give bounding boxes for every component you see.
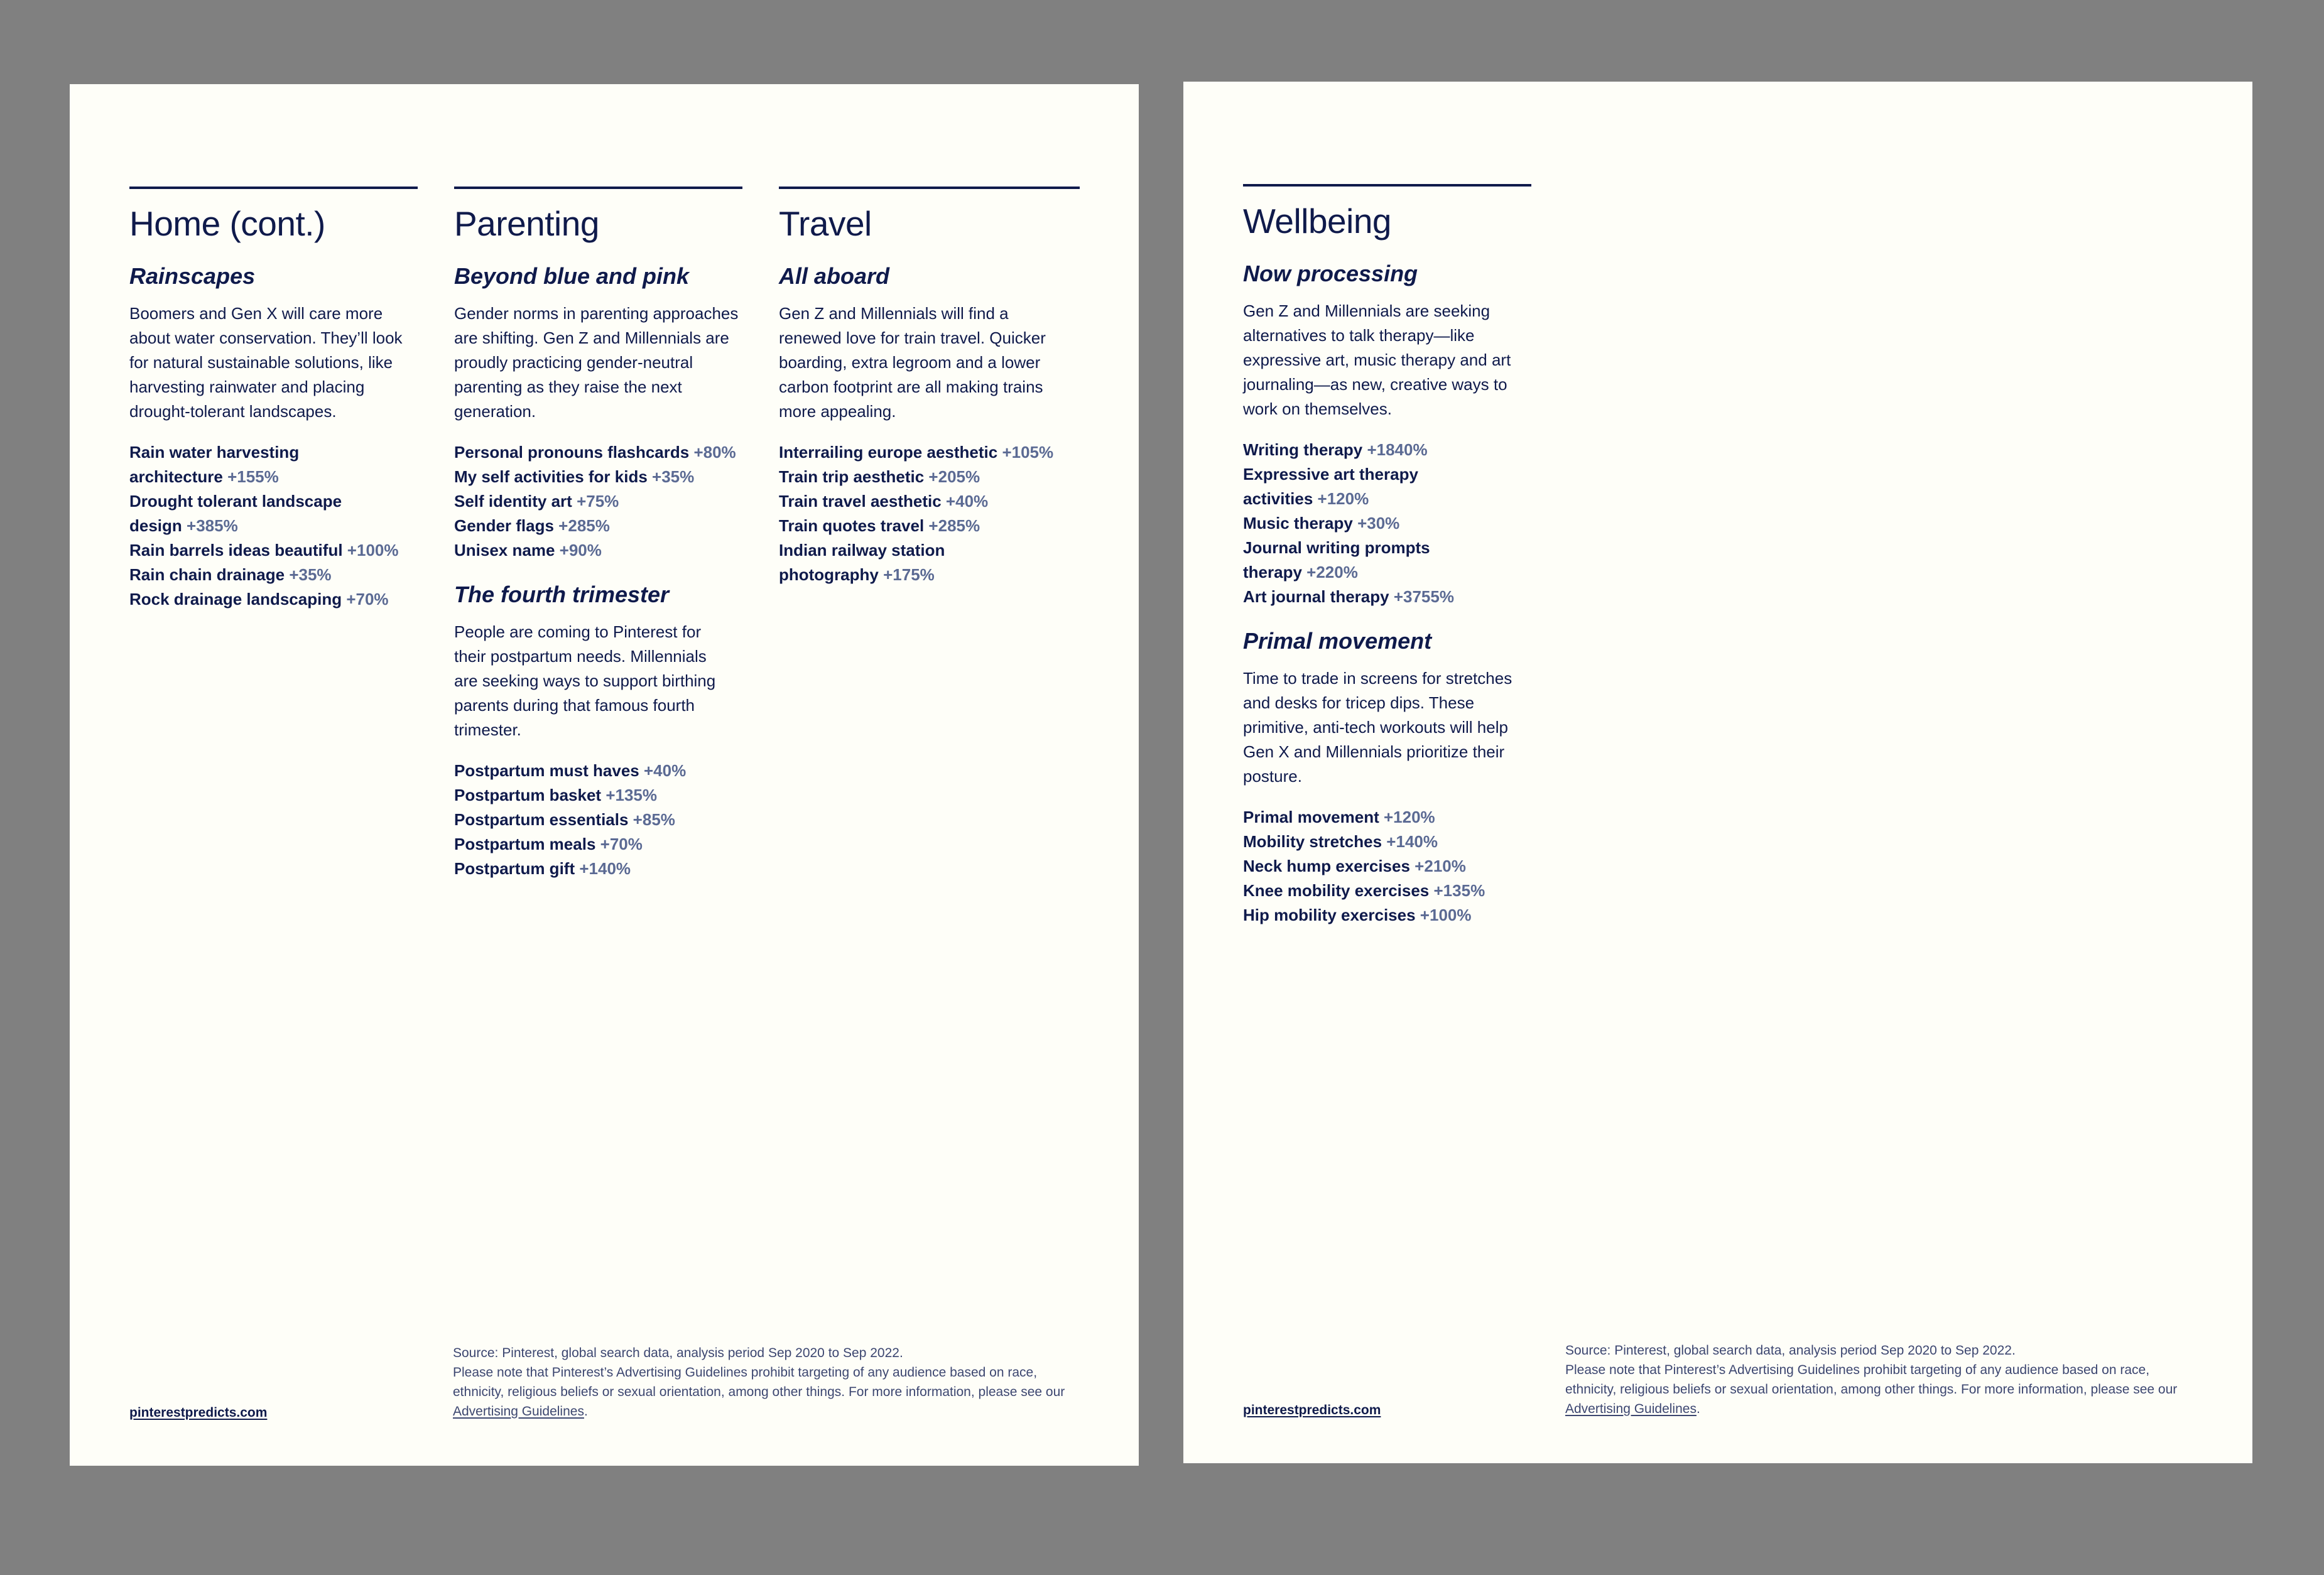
section-heading: Travel [779,204,872,243]
search-term [129,489,393,538]
search-term-growth: +205% [928,467,980,486]
trend-description: Boomers and Gen X will care more about water conservation. They’ll look for natural sustainable solutions, like harvesting rainwater and placing drought-tolerant landscapes. [129,304,403,421]
search-term-name: Music therapy [1243,514,1353,533]
search-term-growth: +285% [928,516,980,535]
advertising-note-end: . [1696,1402,1700,1416]
search-term-name: Postpartum meals [454,835,596,853]
trend-subhead: The fourth trimester [454,582,670,607]
trend-description: Gender norms in parenting approaches are shifting. Gen Z and Millennials are proudly practicing gender-neutral parenting as they raise the next generation. [454,304,739,421]
trend-subhead: Now processing [1243,261,1418,286]
search-term-name: Postpartum gift [454,859,575,878]
search-term-growth: +35% [652,467,695,486]
search-term [1243,438,1450,462]
search-term-name: Gender flags [454,516,554,535]
search-term-growth: +100% [347,541,399,560]
search-term-growth: +75% [577,492,619,511]
search-term-growth: +220% [1306,563,1358,582]
search-term-name: Primal movement [1243,808,1379,826]
search-term-name: Postpartum basket [454,786,602,804]
advertising-guidelines-link[interactable]: Advertising Guidelines [453,1404,584,1419]
search-term-list [1243,805,1531,928]
pinterestpredicts-link[interactable]: pinterestpredicts.com [129,1405,268,1420]
advertising-note-text: Please note that Pinterest’s Advertising Guidelines prohibit targeting of any audience based on race, ethnicity, religious beliefs or sexual orientation, among other things. For more information, please see our [1565,1363,2178,1397]
search-term [1243,511,1450,536]
search-term [779,489,1080,514]
search-term [1243,536,1450,585]
section-parenting [454,187,742,881]
trend-description: People are coming to Pinterest for their postpartum needs. Millennials are seeking ways to support birthing parents during that famous fourth trimester. [454,622,716,739]
search-term [779,465,1080,489]
search-term [779,440,1080,465]
section-home [129,187,418,612]
trend-description: Time to trade in screens for stretches and desks for tricep dips. These primitive, anti-tech workouts will help Gen X and Millennials prioritize their posture. [1243,669,1512,786]
search-term-name: Mobility stretches [1243,832,1382,851]
search-term-list [1243,438,1454,609]
search-term-name: Train travel aesthetic [779,492,942,511]
search-term-growth: +100% [1420,906,1472,924]
search-term-name: Postpartum must haves [454,761,639,780]
search-term-growth: +120% [1383,808,1435,826]
search-term-name: Personal pronouns flashcards [454,443,690,462]
section-rule [1243,184,1531,187]
search-term-name: Knee mobility exercises [1243,881,1430,900]
search-term-growth: +105% [1002,443,1054,462]
search-term-growth: +80% [693,443,736,462]
search-term [454,514,768,538]
search-term [1243,830,1531,854]
advertising-note-text: Please note that Pinterest’s Advertising Guidelines prohibit targeting of any audience based on race, ethnicity, religious beliefs or sexual orientation, among other things. For more information, please see our [453,1365,1065,1399]
section-heading: Home (cont.) [129,204,325,243]
search-term-name: Drought tolerant landscape design [129,492,342,535]
search-term [1243,585,1494,609]
search-term [454,832,742,857]
advertising-note [1565,1360,2193,1419]
search-term-growth: +135% [605,786,657,804]
search-term-growth: +70% [600,835,643,853]
search-term-growth: +70% [346,590,389,609]
search-term-growth: +40% [945,492,989,511]
search-term [454,783,742,808]
search-term [1243,462,1450,511]
search-term-growth: +385% [187,516,238,535]
trend-description: Gen Z and Millennials are seeking alternatives to talk therapy—like expressive art, music therapy and art journaling—as new, creative ways to work on themselves. [1243,301,1511,418]
search-term-growth: +120% [1317,489,1369,508]
search-term-name: Art journal therapy [1243,587,1389,606]
search-term [454,808,742,832]
search-term-growth: +40% [643,761,687,780]
search-term-growth: +140% [1386,832,1438,851]
source-note: Source: Pinterest, global search data, analysis period Sep 2020 to Sep 2022. [453,1346,903,1360]
search-term [1243,854,1531,879]
search-term-name: Interrailing europe aesthetic [779,443,998,462]
document-page-right [1183,82,2252,1463]
search-term-name: Rain water harvesting architecture [129,443,300,486]
search-term-name: Postpartum essentials [454,810,629,829]
search-term-growth: +90% [559,541,602,560]
trend-subhead: Primal movement [1243,628,1432,654]
search-term-growth: +35% [289,565,332,584]
search-term-name: Train quotes travel [779,516,925,535]
search-term-name: Neck hump exercises [1243,857,1410,875]
search-term-list [454,759,742,881]
search-term-growth: +135% [1433,881,1485,900]
section-rule [779,187,1080,189]
search-term [129,440,393,489]
trend-subhead: All aboard [779,263,890,289]
search-term [1243,805,1531,830]
search-term [129,587,425,612]
section-heading: Wellbeing [1243,202,1392,241]
search-term-name: Rain chain drainage [129,565,285,584]
search-term-list [779,440,1080,587]
search-term [129,538,425,563]
search-term-growth: +155% [227,467,279,486]
search-term [454,538,768,563]
section-rule [454,187,742,189]
search-term-growth: +1840% [1367,440,1428,459]
search-term-name: Journal writing prompts therapy [1243,538,1430,582]
document-page-left [70,84,1139,1466]
search-term [454,440,768,465]
trend-subhead: Rainscapes [129,263,256,289]
advertising-guidelines-link[interactable]: Advertising Guidelines [1565,1402,1697,1416]
search-term-name: Hip mobility exercises [1243,906,1416,924]
search-term-growth: +285% [558,516,610,535]
search-term-name: Rain barrels ideas beautiful [129,541,343,560]
search-term-list [454,440,768,563]
search-term [779,514,1080,538]
search-term [129,563,393,587]
search-term [454,857,742,881]
search-term-name: Rock drainage landscaping [129,590,342,609]
search-term-name: Indian railway station photography [779,541,945,584]
search-term [1243,879,1531,903]
search-term [454,759,742,783]
advertising-note [453,1363,1081,1421]
section-heading: Parenting [454,204,599,243]
trend-description: Gen Z and Millennials will find a renewed love for train travel. Quicker boarding, extra legroom and a lower carbon footprint are all making trains more appealing. [779,304,1046,421]
section-rule [129,187,418,189]
search-term-name: Writing therapy [1243,440,1363,459]
footnote [453,1343,1081,1421]
pinterestpredicts-link[interactable]: pinterestpredicts.com [1243,1403,1381,1417]
search-term-name: My self activities for kids [454,467,648,486]
source-note: Source: Pinterest, global search data, analysis period Sep 2020 to Sep 2022. [1565,1343,2016,1358]
search-term-growth: +85% [633,810,675,829]
search-term-list [129,440,399,612]
search-term-growth: +140% [579,859,631,878]
search-term-name: Train trip aesthetic [779,467,925,486]
search-term [779,538,967,587]
section-travel [779,187,1080,587]
search-term-name: Self identity art [454,492,572,511]
search-term-name: Expressive art therapy activities [1243,465,1418,508]
search-term-name: Unisex name [454,541,555,560]
search-term [454,465,768,489]
advertising-note-end: . [584,1404,588,1419]
search-term-growth: +30% [1357,514,1400,533]
search-term-growth: +175% [883,565,935,584]
section-wellbeing [1243,184,1531,928]
search-term-growth: +3755% [1393,587,1454,606]
trend-subhead: Beyond blue and pink [454,263,690,289]
footnote [1565,1341,2193,1419]
search-term-growth: +210% [1414,857,1466,875]
search-term [1243,903,1531,928]
search-term [454,489,768,514]
